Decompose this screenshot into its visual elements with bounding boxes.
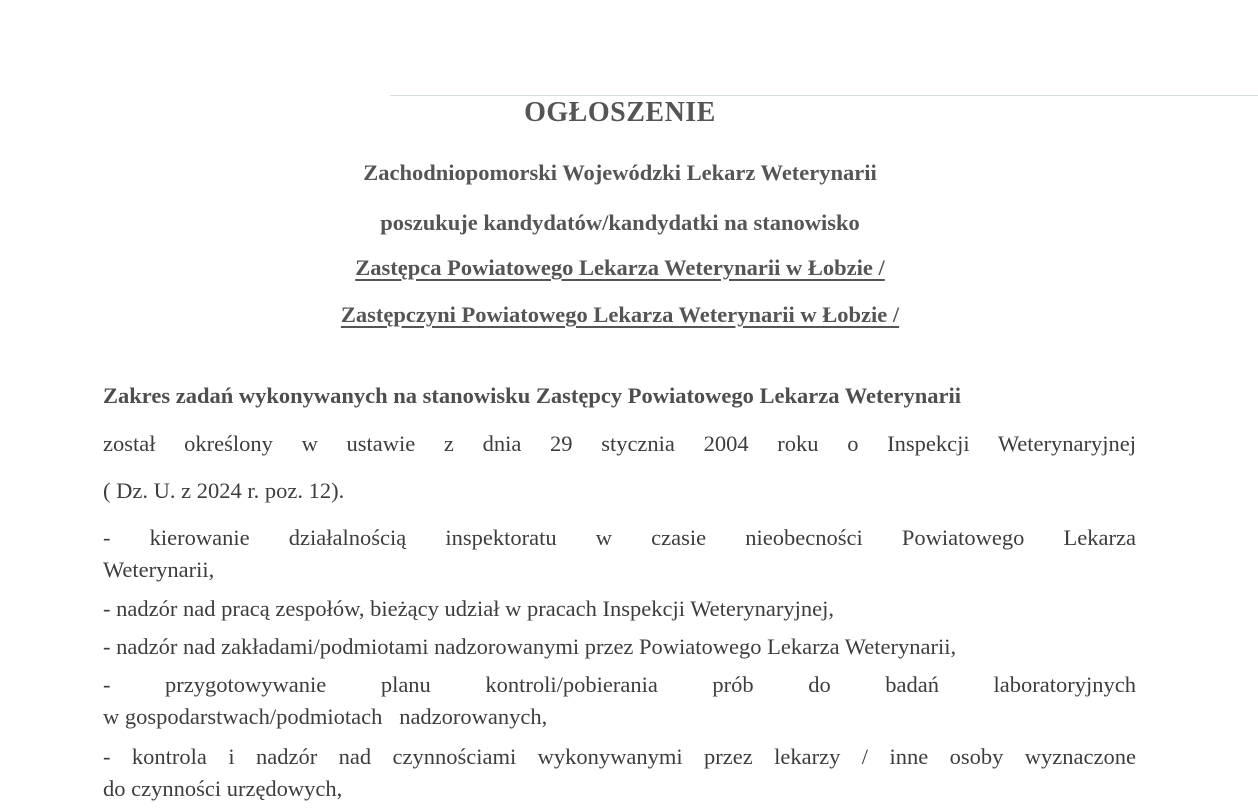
- top-rule: [390, 95, 1258, 96]
- scope-heading: Zakres zadań wykonywanych na stanowisku Zastępcy Powiatowego Lekarza Weterynarii: [103, 383, 961, 408]
- search-line: poszukuje kandydatów/kandydatki na stanowisko: [380, 210, 860, 235]
- list-item-5-line-2: do czynności urzędowych,: [103, 776, 343, 801]
- scope-line-1: został określony w ustawie z dnia 29 stycznia 2004 roku o Inspekcji Weterynaryjnej: [103, 431, 1136, 456]
- list-item-5-line-1: - kontrola i nadzór nad czynnościami wykonywanymi przez lekarzy / inne osoby wyznaczone: [103, 744, 1136, 769]
- list-item-4-line-1: - przygotowywanie planu kontroli/pobierania prób do badań laboratoryjnych: [103, 672, 1136, 697]
- position-title-male: Zastępca Powiatowego Lekarza Weterynarii w Łobzie /: [355, 255, 885, 280]
- document-title: OGŁOSZENIE: [524, 97, 716, 128]
- list-item-4-line-2: w gospodarstwach/podmiotach nadzorowanych,: [103, 704, 548, 729]
- list-item-1-line-1: - kierowanie działalnością inspektoratu w czasie nieobecności Powiatowego Lekarza: [103, 525, 1136, 550]
- issuer-line: Zachodniopomorski Wojewódzki Lekarz Weterynarii: [363, 160, 877, 185]
- list-item-2-line-1: - nadzór nad pracą zespołów, bieżący udział w pracach Inspekcji Weterynaryjnej,: [103, 596, 834, 621]
- list-item-1-line-2: Weterynarii,: [103, 557, 215, 582]
- scope-line-2: ( Dz. U. z 2024 r. poz. 12).: [103, 478, 345, 503]
- list-item-3-line-1: - nadzór nad zakładami/podmiotami nadzorowanymi przez Powiatowego Lekarza Weterynarii,: [103, 634, 957, 659]
- position-title-female: Zastępczyni Powiatowego Lekarza Weterynarii w Łobzie /: [340, 302, 900, 327]
